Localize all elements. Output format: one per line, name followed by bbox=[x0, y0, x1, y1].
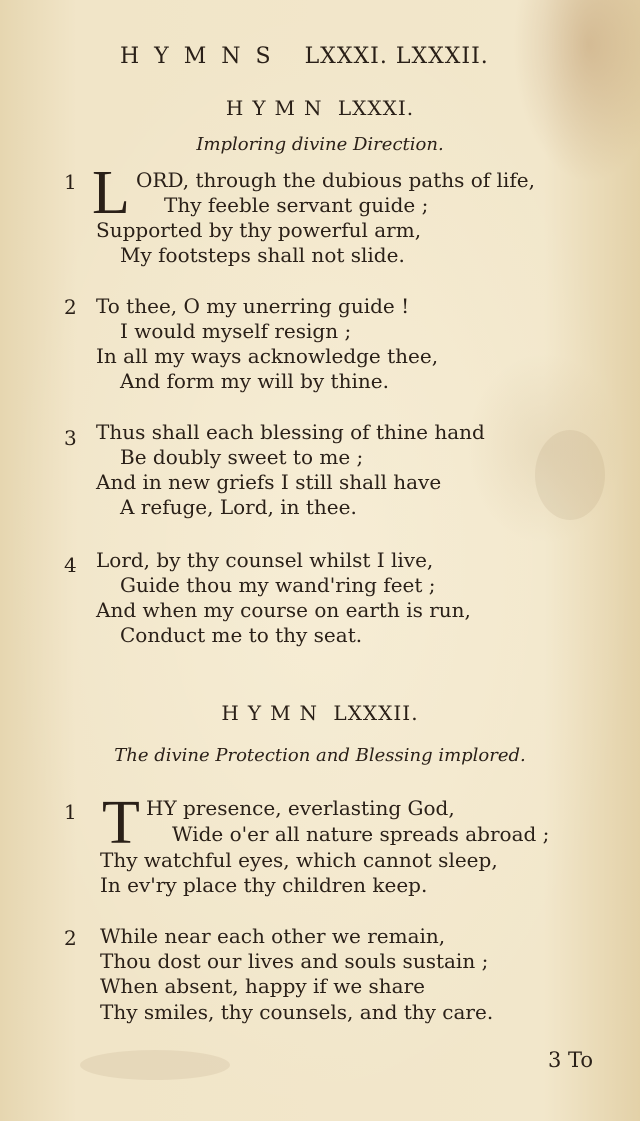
drop-cap: T bbox=[102, 789, 140, 857]
catchword: 3 To bbox=[548, 1048, 594, 1072]
verse-line: I would myself resign ; bbox=[120, 319, 352, 343]
running-head-title: HYMNS bbox=[120, 44, 286, 69]
hymn-81-title bbox=[0, 96, 640, 120]
drop-cap: L bbox=[92, 159, 130, 227]
verse-line: HY presence, everlasting God, bbox=[146, 796, 455, 820]
verse-line: Thus shall each blessing of thine hand bbox=[96, 420, 485, 444]
stanza-number: 2 bbox=[64, 926, 77, 950]
running-head-numbers: LXXXI. LXXXII. bbox=[304, 44, 489, 69]
hymn-82-subtitle: The divine Protection and Blessing implored. bbox=[114, 745, 526, 766]
verse-line: Lord, by thy counsel whilst I live, bbox=[96, 548, 434, 572]
stanza-number: 1 bbox=[64, 170, 77, 194]
verse-line: Thou dost our lives and souls sustain ; bbox=[100, 949, 489, 973]
hymn-82-title-word: HYMN bbox=[221, 701, 327, 725]
verse-line: Thy feeble servant guide ; bbox=[164, 193, 429, 217]
stanza-number: 1 bbox=[64, 800, 77, 824]
hymn-82-title bbox=[0, 701, 640, 725]
verse-line: Thy smiles, thy counsels, and thy care. bbox=[100, 1000, 494, 1024]
hymn-81-title-word: HYMN bbox=[225, 96, 331, 120]
verse-line: And form my will by thine. bbox=[120, 369, 389, 393]
hymn-82-title-number: LXXXII. bbox=[333, 701, 419, 725]
verse-line: In ev'ry place thy children keep. bbox=[100, 873, 428, 897]
verse-line: While near each other we remain, bbox=[100, 924, 446, 948]
verse-line: Guide thou my wand'ring feet ; bbox=[120, 573, 436, 597]
running-head bbox=[120, 44, 550, 69]
verse-line: To thee, O my unerring guide ! bbox=[96, 294, 410, 318]
verse-line: Be doubly sweet to me ; bbox=[120, 445, 364, 469]
stanza-number: 4 bbox=[64, 553, 77, 577]
verse-line: Supported by thy powerful arm, bbox=[96, 218, 422, 242]
stanza-number: 3 bbox=[64, 426, 77, 450]
verse-line: Conduct me to thy seat. bbox=[120, 623, 363, 647]
verse-line: And when my course on earth is run, bbox=[96, 598, 471, 622]
verse-line: When absent, happy if we share bbox=[100, 974, 425, 998]
verse-line: ORD, through the dubious paths of life, bbox=[136, 168, 535, 192]
paper-stain bbox=[80, 1050, 230, 1080]
paper-stain bbox=[535, 430, 605, 520]
verse-line: Wide o'er all nature spreads abroad ; bbox=[172, 822, 550, 846]
verse-line: My footsteps shall not slide. bbox=[120, 243, 405, 267]
verse-line: And in new griefs I still shall have bbox=[96, 470, 442, 494]
verse-line: In all my ways acknowledge thee, bbox=[96, 344, 439, 368]
verse-line: Thy watchful eyes, which cannot sleep, bbox=[100, 848, 498, 872]
verse-line: A refuge, Lord, in thee. bbox=[120, 495, 357, 519]
stanza-number: 2 bbox=[64, 295, 77, 319]
hymn-81-subtitle: Imploring divine Direction. bbox=[196, 134, 444, 155]
hymn-81-title-number: LXXXI. bbox=[337, 96, 415, 120]
